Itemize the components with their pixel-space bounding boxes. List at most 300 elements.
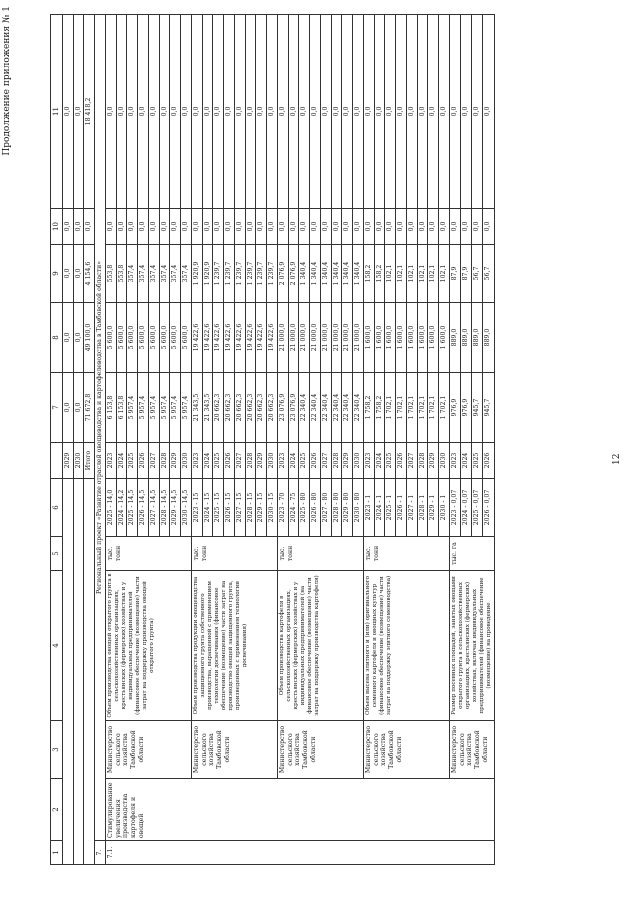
value-cell: 87,9 xyxy=(449,245,460,303)
year-cell: 2029 xyxy=(62,443,73,479)
value-cell: 20 662,3 xyxy=(213,373,224,443)
year-cell: 2027 xyxy=(148,443,159,479)
value-cell: 0,0 xyxy=(181,209,192,245)
target-cell: 2025 - 0,07 xyxy=(472,479,483,537)
value-cell: 889,0 xyxy=(449,303,460,373)
measure-number: 7.1. xyxy=(105,841,494,865)
value-cell: 1 340,4 xyxy=(310,245,321,303)
value-cell: 0,0 xyxy=(428,15,439,209)
value-cell: 1 239,7 xyxy=(234,245,245,303)
value-cell: 1 600,0 xyxy=(374,303,385,373)
value-cell: 0,0 xyxy=(84,209,95,245)
value-cell: 21 343,5 xyxy=(191,373,202,443)
value-cell: 0,0 xyxy=(105,15,116,209)
value-cell: 889,0 xyxy=(472,303,483,373)
target-cell: 2027 - 1 xyxy=(406,479,417,537)
target-cell: 2026 - 15 xyxy=(224,479,235,537)
year-cell: 2023 xyxy=(277,443,288,479)
unit-cell: тыс. га xyxy=(449,537,494,571)
target-cell: 2025 - 15 xyxy=(213,479,224,537)
value-cell: 0,0 xyxy=(417,15,428,209)
value-cell: 56,7 xyxy=(483,245,494,303)
value-cell: 0,0 xyxy=(105,209,116,245)
value-cell: 22 340,4 xyxy=(299,373,310,443)
year-cell: 2023 xyxy=(191,443,202,479)
value-cell: 5 957,4 xyxy=(127,373,138,443)
value-cell: 102,1 xyxy=(385,245,396,303)
value-cell: 1 340,4 xyxy=(342,245,353,303)
value-cell: 0,0 xyxy=(191,15,202,209)
value-cell: 21 343,5 xyxy=(202,373,213,443)
value-cell: 945,7 xyxy=(472,373,483,443)
value-cell: 158,2 xyxy=(363,245,374,303)
year-cell: 2028 xyxy=(245,443,256,479)
year-cell: 2028 xyxy=(159,443,170,479)
year-cell: 2029 xyxy=(170,443,181,479)
year-cell: Итого xyxy=(84,443,95,479)
value-cell: 1 600,0 xyxy=(417,303,428,373)
value-cell: 1 600,0 xyxy=(439,303,450,373)
value-cell: 1 600,0 xyxy=(385,303,396,373)
value-cell: 23 076,9 xyxy=(288,373,299,443)
value-cell: 357,4 xyxy=(127,245,138,303)
header-cell: 7 xyxy=(51,373,63,443)
value-cell: 0,0 xyxy=(148,209,159,245)
header-cell: 8 xyxy=(51,303,63,373)
year-cell: 2024 xyxy=(288,443,299,479)
target-cell: 2023 - 15 xyxy=(191,479,202,537)
value-cell: 1 239,7 xyxy=(256,245,267,303)
target-cell: 2025 - 1 xyxy=(385,479,396,537)
value-cell: 0,0 xyxy=(73,245,84,303)
value-cell: 5 600,0 xyxy=(181,303,192,373)
target-cell: 2026 - 0,07 xyxy=(483,479,494,537)
page-number: 12 xyxy=(612,453,622,465)
value-cell: 4 154,6 xyxy=(84,245,95,303)
value-cell: 0,0 xyxy=(406,209,417,245)
indicator-cell: Размер посевных площадей, занятых овощами открытого грунта в сельскохозяйственных организациях, крестьянских (фермерских) хозяйствах, включая индивидуальных предпринимателей (финансовое обеспечение (возмещение) на проведение xyxy=(449,571,494,721)
value-cell: 22 340,4 xyxy=(353,373,364,443)
target-cell: 2024 - 15 xyxy=(202,479,213,537)
value-cell: 158,2 xyxy=(374,245,385,303)
table-row xyxy=(449,15,460,865)
target-cell: 2024 - 1 xyxy=(374,479,385,537)
value-cell: 1 702,1 xyxy=(406,373,417,443)
unit-cell: тыс. тонн xyxy=(277,537,363,571)
year-cell: 2024 xyxy=(202,443,213,479)
table-row xyxy=(84,15,95,865)
value-cell: 18 418,2 xyxy=(84,15,95,209)
value-cell: 0,0 xyxy=(116,15,127,209)
value-cell: 1 600,0 xyxy=(428,303,439,373)
target-cell: 2029 - 1 xyxy=(428,479,439,537)
value-cell: 102,1 xyxy=(417,245,428,303)
value-cell: 0,0 xyxy=(267,209,278,245)
value-cell: 21 000,0 xyxy=(331,303,342,373)
target-cell: 2028 - 15 xyxy=(245,479,256,537)
target-cell: 2027 - 14,5 xyxy=(148,479,159,537)
value-cell: 0,0 xyxy=(73,373,84,443)
target-cell: 2025 - 80 xyxy=(299,479,310,537)
value-cell: 0,0 xyxy=(342,209,353,245)
year-cell: 2024 xyxy=(460,443,471,479)
value-cell: 19 422,6 xyxy=(224,303,235,373)
value-cell: 553,8 xyxy=(116,245,127,303)
value-cell: 2 076,9 xyxy=(277,245,288,303)
value-cell: 0,0 xyxy=(62,209,73,245)
value-cell: 1 600,0 xyxy=(363,303,374,373)
value-cell: 0,0 xyxy=(159,209,170,245)
value-cell: 0,0 xyxy=(245,209,256,245)
value-cell: 0,0 xyxy=(460,15,471,209)
value-cell: 19 422,6 xyxy=(202,303,213,373)
value-cell: 889,0 xyxy=(460,303,471,373)
header-cell: 9 xyxy=(51,245,63,303)
value-cell: 1 702,1 xyxy=(385,373,396,443)
value-cell: 0,0 xyxy=(62,303,73,373)
value-cell: 0,0 xyxy=(224,15,235,209)
value-cell: 0,0 xyxy=(320,209,331,245)
year-cell: 2024 xyxy=(374,443,385,479)
target-cell: 2025 - 14,5 xyxy=(127,479,138,537)
value-cell: 0,0 xyxy=(439,209,450,245)
value-cell: 5 957,4 xyxy=(138,373,149,443)
year-cell: 2026 xyxy=(224,443,235,479)
value-cell: 553,8 xyxy=(105,245,116,303)
header-cell: 3 xyxy=(51,721,63,779)
year-cell: 2023 xyxy=(449,443,460,479)
target-cell: 2030 - 1 xyxy=(439,479,450,537)
value-cell: 1 340,4 xyxy=(331,245,342,303)
target-cell: 2025 - 14,0 xyxy=(105,479,116,537)
target-cell: 2024 - 0,07 xyxy=(460,479,471,537)
value-cell: 22 340,4 xyxy=(342,373,353,443)
value-cell: 0,0 xyxy=(396,15,407,209)
section-number: 7. xyxy=(95,841,106,865)
value-cell: 357,4 xyxy=(170,245,181,303)
measure-name: Стимулирование увеличения производства картофеля и овощей xyxy=(105,779,494,841)
value-cell: 0,0 xyxy=(460,209,471,245)
indicator-cell: Объем производства овощей открытого грунта в сельскохозяйственных организациях, крестьянских (фермерских) хозяйствах и у индивидуальных предпринимателей (финансовое обеспечение (возмещение) части затрат на поддержку производства овощей открытого грунта) xyxy=(105,571,191,721)
value-cell: 0,0 xyxy=(353,15,364,209)
value-cell: 0,0 xyxy=(202,15,213,209)
value-cell: 20 662,3 xyxy=(245,373,256,443)
value-cell: 1 340,4 xyxy=(320,245,331,303)
year-cell: 2025 xyxy=(299,443,310,479)
value-cell: 71 672,8 xyxy=(84,373,95,443)
value-cell: 0,0 xyxy=(449,15,460,209)
value-cell: 19 422,6 xyxy=(191,303,202,373)
value-cell: 21 000,0 xyxy=(342,303,353,373)
target-cell: 2028 - 80 xyxy=(331,479,342,537)
header-cell: 2 xyxy=(51,779,63,841)
year-cell: 2025 xyxy=(127,443,138,479)
value-cell: 0,0 xyxy=(483,209,494,245)
header-cell: 10 xyxy=(51,209,63,245)
value-cell: 976,9 xyxy=(460,373,471,443)
value-cell: 0,0 xyxy=(483,15,494,209)
value-cell: 5 600,0 xyxy=(159,303,170,373)
value-cell: 0,0 xyxy=(224,209,235,245)
indicator-cell: Объем производства картофеля в сельскохозяйственных организациях, крестьянских (фермерских) хозяйствах и у индивидуальных предпринимателей (на финансовое обеспечение (возмещение) части затрат на поддержку производства картофеля) xyxy=(277,571,363,721)
value-cell: 0,0 xyxy=(417,209,428,245)
table-row xyxy=(62,15,73,865)
header-cell: 1 xyxy=(51,841,63,865)
value-cell: 1 702,1 xyxy=(439,373,450,443)
table-row xyxy=(277,15,288,865)
value-cell: 357,4 xyxy=(181,245,192,303)
unit-cell: тыс. тонн xyxy=(105,537,191,571)
value-cell: 1 239,7 xyxy=(245,245,256,303)
value-cell: 0,0 xyxy=(277,209,288,245)
target-cell: 2030 - 14,5 xyxy=(181,479,192,537)
year-cell: 2026 xyxy=(310,443,321,479)
value-cell: 1 340,4 xyxy=(353,245,364,303)
target-cell: 2030 - 80 xyxy=(353,479,364,537)
year-cell: 2027 xyxy=(320,443,331,479)
value-cell: 0,0 xyxy=(148,15,159,209)
value-cell: 0,0 xyxy=(449,209,460,245)
header-row xyxy=(51,15,63,865)
target-cell: 2024 - 75 xyxy=(288,479,299,537)
value-cell: 20 662,3 xyxy=(224,373,235,443)
header-cell: 6 xyxy=(51,479,63,537)
value-cell: 0,0 xyxy=(374,209,385,245)
target-cell: 2029 - 14,5 xyxy=(170,479,181,537)
value-cell: 0,0 xyxy=(170,209,181,245)
value-cell: 2 076,9 xyxy=(288,245,299,303)
year-cell: 2029 xyxy=(256,443,267,479)
year-cell: 2029 xyxy=(342,443,353,479)
value-cell: 0,0 xyxy=(374,15,385,209)
target-cell: 2026 - 14,5 xyxy=(138,479,149,537)
value-cell: 0,0 xyxy=(116,209,127,245)
header-cell: 4 xyxy=(51,571,63,721)
value-cell: 102,1 xyxy=(406,245,417,303)
value-cell: 0,0 xyxy=(472,15,483,209)
year-cell: 2027 xyxy=(406,443,417,479)
value-cell: 21 000,0 xyxy=(288,303,299,373)
value-cell: 0,0 xyxy=(320,15,331,209)
value-cell: 1 600,0 xyxy=(406,303,417,373)
value-cell: 21 000,0 xyxy=(277,303,288,373)
value-cell: 0,0 xyxy=(363,15,374,209)
value-cell: 0,0 xyxy=(73,303,84,373)
value-cell: 0,0 xyxy=(191,209,202,245)
year-cell: 2027 xyxy=(234,443,245,479)
empty-cell xyxy=(62,479,73,865)
value-cell: 0,0 xyxy=(428,209,439,245)
value-cell: 0,0 xyxy=(363,209,374,245)
value-cell: 1 702,1 xyxy=(417,373,428,443)
target-cell: 2028 - 14,5 xyxy=(159,479,170,537)
table-row xyxy=(105,15,116,865)
unit-cell: тыс. тонн xyxy=(191,537,277,571)
value-cell: 0,0 xyxy=(234,15,245,209)
value-cell: 0,0 xyxy=(310,209,321,245)
value-cell: 1 702,1 xyxy=(428,373,439,443)
target-cell: 2024 - 14,2 xyxy=(116,479,127,537)
value-cell: 19 422,6 xyxy=(245,303,256,373)
value-cell: 357,4 xyxy=(159,245,170,303)
year-cell: 2030 xyxy=(181,443,192,479)
year-cell: 2030 xyxy=(353,443,364,479)
year-cell: 2028 xyxy=(331,443,342,479)
value-cell: 976,9 xyxy=(449,373,460,443)
value-cell: 0,0 xyxy=(170,15,181,209)
value-cell: 0,0 xyxy=(73,209,84,245)
appendix-note: Продолжение приложения № 1 xyxy=(2,6,12,156)
header-cell: 5 xyxy=(51,537,63,571)
value-cell: 0,0 xyxy=(267,15,278,209)
value-cell: 0,0 xyxy=(245,15,256,209)
target-cell: 2026 - 1 xyxy=(396,479,407,537)
value-cell: 0,0 xyxy=(127,209,138,245)
value-cell: 19 422,6 xyxy=(267,303,278,373)
value-cell: 357,4 xyxy=(138,245,149,303)
value-cell: 0,0 xyxy=(202,209,213,245)
value-cell: 87,9 xyxy=(460,245,471,303)
value-cell: 20 662,3 xyxy=(256,373,267,443)
value-cell: 1 600,0 xyxy=(396,303,407,373)
year-cell: 2023 xyxy=(105,443,116,479)
value-cell: 0,0 xyxy=(353,209,364,245)
value-cell: 21 000,0 xyxy=(310,303,321,373)
value-cell: 0,0 xyxy=(138,209,149,245)
value-cell: 0,0 xyxy=(256,15,267,209)
value-cell: 102,1 xyxy=(396,245,407,303)
value-cell: 6 153,8 xyxy=(105,373,116,443)
value-cell: 0,0 xyxy=(299,15,310,209)
value-cell: 0,0 xyxy=(256,209,267,245)
value-cell: 0,0 xyxy=(385,209,396,245)
year-cell: 2030 xyxy=(267,443,278,479)
empty-cell xyxy=(73,479,84,865)
indicator-cell: Объем производства продукции овощеводства защищенного грунта собственного производства, выращенной с применением технологии досвечивания (финансовое обеспечение (возмещение) части затрат на производство овощей защищенного грунта, произведенных с применением технологии досвечивания) xyxy=(191,571,277,721)
value-cell: 5 600,0 xyxy=(148,303,159,373)
value-cell: 102,1 xyxy=(439,245,450,303)
value-cell: 0,0 xyxy=(288,209,299,245)
year-cell: 2030 xyxy=(73,443,84,479)
value-cell: 0,0 xyxy=(299,209,310,245)
value-cell: 1 340,4 xyxy=(299,245,310,303)
year-cell: 2026 xyxy=(483,443,494,479)
indicator-cell: Объем высева элитного и (или) оригинального семенного картофеля и овощных культур (финансовое обеспечение (возмещение) части затрат на поддержку элитного семеноводства) xyxy=(363,571,449,721)
value-cell: 5 600,0 xyxy=(105,303,116,373)
value-cell: 0,0 xyxy=(62,373,73,443)
year-cell: 2028 xyxy=(417,443,428,479)
value-cell: 0,0 xyxy=(73,15,84,209)
value-cell: 0,0 xyxy=(288,15,299,209)
value-cell: 22 340,4 xyxy=(331,373,342,443)
target-cell: 2028 - 1 xyxy=(417,479,428,537)
value-cell: 0,0 xyxy=(138,15,149,209)
value-cell: 19 422,6 xyxy=(213,303,224,373)
value-cell: 357,4 xyxy=(148,245,159,303)
value-cell: 21 000,0 xyxy=(320,303,331,373)
table-row xyxy=(73,15,84,865)
year-cell: 2025 xyxy=(213,443,224,479)
target-cell: 2029 - 80 xyxy=(342,479,353,537)
value-cell: 5 600,0 xyxy=(116,303,127,373)
value-cell: 23 076,9 xyxy=(277,373,288,443)
value-cell: 21 000,0 xyxy=(299,303,310,373)
year-cell: 2024 xyxy=(116,443,127,479)
value-cell: 0,0 xyxy=(159,15,170,209)
target-cell: 2023 - 1 xyxy=(363,479,374,537)
executor-cell: Министерство сельского хозяйства Тамбовской области xyxy=(277,721,363,779)
value-cell: 1 758,2 xyxy=(374,373,385,443)
value-cell: 5 957,4 xyxy=(159,373,170,443)
empty-cell xyxy=(84,479,95,865)
value-cell: 0,0 xyxy=(406,15,417,209)
value-cell: 102,1 xyxy=(428,245,439,303)
value-cell: 0,0 xyxy=(472,209,483,245)
table-row xyxy=(191,15,202,865)
target-cell: 2027 - 15 xyxy=(234,479,245,537)
table-row xyxy=(363,15,374,865)
value-cell: 0,0 xyxy=(310,15,321,209)
unit-cell: тыс. тонн xyxy=(363,537,449,571)
value-cell: 0,0 xyxy=(213,15,224,209)
value-cell: 49 100,0 xyxy=(84,303,95,373)
target-cell: 2027 - 80 xyxy=(320,479,331,537)
value-cell: 5 957,4 xyxy=(170,373,181,443)
value-cell: 0,0 xyxy=(213,209,224,245)
target-cell: 2030 - 15 xyxy=(267,479,278,537)
target-cell: 2026 - 80 xyxy=(310,479,321,537)
year-cell: 2025 xyxy=(472,443,483,479)
value-cell: 5 957,4 xyxy=(148,373,159,443)
value-cell: 0,0 xyxy=(342,15,353,209)
value-cell: 21 000,0 xyxy=(353,303,364,373)
value-cell: 0,0 xyxy=(439,15,450,209)
value-cell: 1 239,7 xyxy=(224,245,235,303)
value-cell: 1 239,7 xyxy=(267,245,278,303)
value-cell: 5 600,0 xyxy=(170,303,181,373)
value-cell: 5 600,0 xyxy=(127,303,138,373)
value-cell: 0,0 xyxy=(385,15,396,209)
target-cell: 2023 - 70 xyxy=(277,479,288,537)
year-cell: 2023 xyxy=(363,443,374,479)
value-cell: 1 702,1 xyxy=(396,373,407,443)
value-cell: 20 662,3 xyxy=(267,373,278,443)
target-cell: 2029 - 15 xyxy=(256,479,267,537)
budget-table xyxy=(50,14,495,865)
value-cell: 0,0 xyxy=(331,15,342,209)
executor-cell: Министерство сельского хозяйства Тамбовской области xyxy=(191,721,277,779)
value-cell: 0,0 xyxy=(127,15,138,209)
year-cell: 2029 xyxy=(428,443,439,479)
value-cell: 0,0 xyxy=(62,15,73,209)
value-cell: 1 758,2 xyxy=(363,373,374,443)
value-cell: 889,0 xyxy=(483,303,494,373)
year-cell: 2026 xyxy=(138,443,149,479)
year-cell: 2025 xyxy=(385,443,396,479)
value-cell: 0,0 xyxy=(331,209,342,245)
value-cell: 1 920,9 xyxy=(202,245,213,303)
value-cell: 22 340,4 xyxy=(310,373,321,443)
value-cell: 19 422,6 xyxy=(256,303,267,373)
value-cell: 22 340,4 xyxy=(320,373,331,443)
value-cell: 56,7 xyxy=(472,245,483,303)
value-cell: 0,0 xyxy=(396,209,407,245)
value-cell: 5 600,0 xyxy=(138,303,149,373)
value-cell: 0,0 xyxy=(277,15,288,209)
target-cell: 2023 - 0,07 xyxy=(449,479,460,537)
year-cell: 2030 xyxy=(439,443,450,479)
year-cell: 2026 xyxy=(396,443,407,479)
